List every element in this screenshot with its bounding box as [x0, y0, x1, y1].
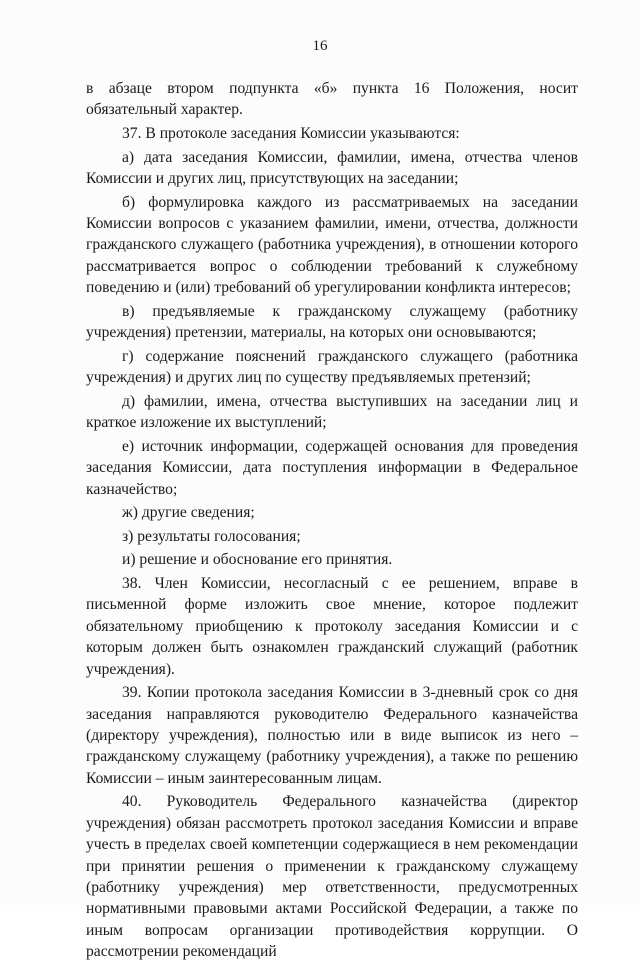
paragraph-40: 40. Руководитель Федерального казначейства (директор учреждения) обязан рассмотреть протокол заседания Комиссии и вправе учесть в пределах своей компетенции содержащиеся в нем рекомендации при принятии решения о применении к гражданскому служащему (работнику учреждения) мер ответственности, предусмотренных нормативными правовыми актами Российской Федерации, а также по иным вопросам организации противодействия коррупции. О рассмотрении рекомендаций [86, 793, 578, 961]
paragraph-37-e: е) источник информации, содержащей основания для проведения заседания Комиссии, дата поступления информации в Федеральное казначейство; [86, 437, 578, 498]
paragraph-37-g: г) содержание пояснений гражданского служащего (работника учреждения) и других лиц по существу предъявляемых претензий; [86, 347, 578, 387]
paragraph-38: 38. Член Комиссии, несогласный с ее решением, вправе в письменной форме изложить свое мнение, которое подлежит обязательному приобщению к протоколу заседания Комиссии и с которым должен быть ознакомлен гражданский служащий (работник учреждения). [86, 575, 578, 678]
paragraph-37-b: б) формулировка каждого из рассматриваемых на заседании Комиссии вопросов с указанием фамилии, имени, отчества, должности гражданского служащего (работника учреждения), в отношении которого рассматривается вопрос о соблюдении требований к служебному поведению и (или) требований об урегулировании конфликта интересов; [86, 193, 578, 297]
paragraph-continuation: в абзаце втором подпункта «б» пункта 16 Положения, носит обязательный характер. [86, 80, 578, 119]
paragraph-39: 39. Копии протокола заседания Комиссии в 3-дневный срок со дня заседания направляются руководителю Федерального казначейства (директору учреждения), полностью или в виде выписок из него – гражданскому служащему (работнику учреждения), а также по решению Комиссии – иным заинтересованным лицам. [86, 684, 578, 787]
paragraph-37-d: д) фамилии, имена, отчества выступивших на заседании лиц и краткое изложение их выступлений; [86, 392, 578, 432]
document-body [86, 78, 578, 963]
paragraph-37-z: з) результаты голосования; [122, 527, 301, 545]
paragraph-37-v: в) предъявляемые к гражданскому служащему (работнику учреждения) претензии, материалы, на которых они основываются; [86, 302, 578, 342]
paragraph-37: 37. В протоколе заседания Комиссии указываются: [122, 125, 460, 142]
paragraph-37-i: и) решение и обоснование его принятия. [122, 551, 393, 569]
paragraph-37-a: а) дата заседания Комиссии, фамилии, имена, отчества членов Комиссии и других лиц, присутствующих на заседании; [86, 148, 578, 187]
paragraph-37-zh: ж) другие сведения; [122, 504, 255, 522]
page-number: 16 [312, 38, 328, 54]
